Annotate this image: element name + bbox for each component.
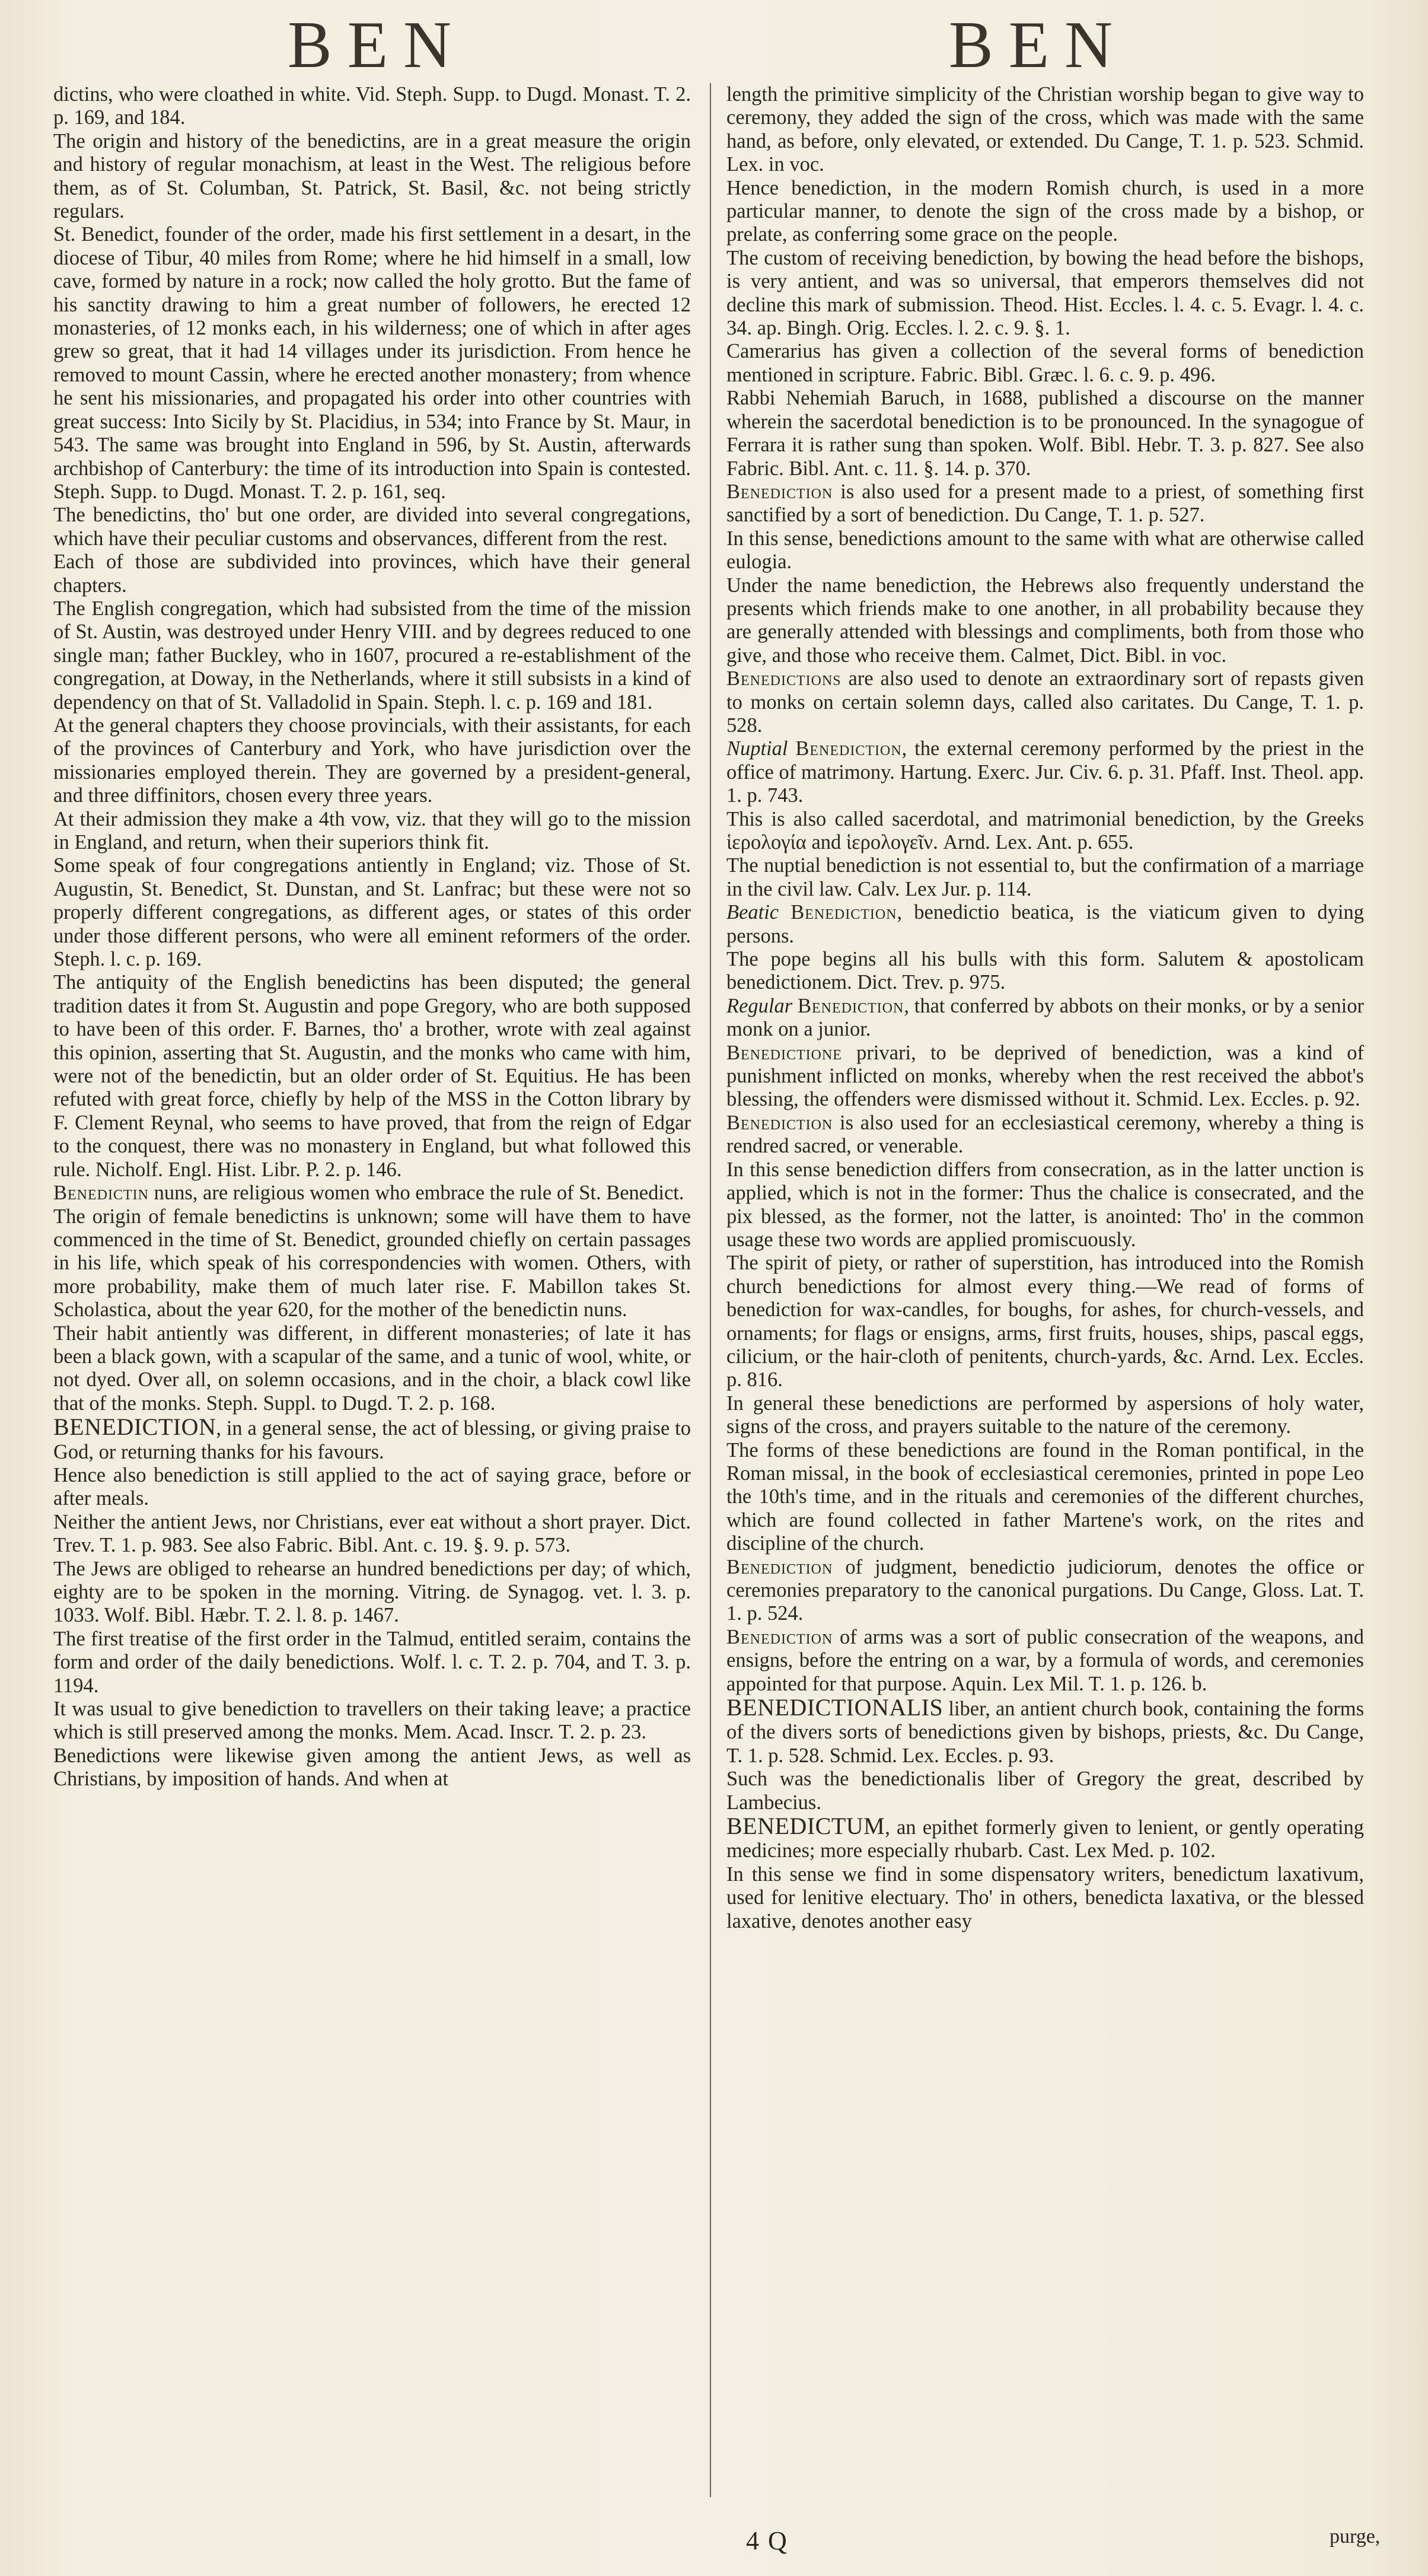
entry-text: The benedictins, tho' but one order, are divided into several congregations, which have their peculiar customs and observances, different from the rest. (53, 504, 691, 550)
entry-text: In general these benedictions are performed by aspersions of holy water, signs of the cross, and prayers suitable to the nature of the ceremony. (726, 1392, 1364, 1438)
entry-text: , that conferred by abbots on their monks, or by a senior monk on a junior. (726, 994, 1364, 1041)
entry-paragraph (53, 1698, 691, 1744)
entry-headword: Benediction (795, 737, 902, 760)
entry-text: of judgment, benedictio judiciorum, denotes the office or ceremonies preparatory to the canonical purgations. Du Cange, Gloss. Lat. T. 1. p. 524. (726, 1555, 1364, 1625)
entry-text: The spirit of piety, or rather of superstition, has introduced into the Romish church benedictions for almost every thing.—We read of forms of benediction for wax-candles, for boughs, for ashes, for church-vessels, and ornaments; for flags or ensigns, arms, first fruits, houses, ships, pascal eggs, cilicium, or the hair-cloth of penitents, church-yards, &c. Arnd. Lex. Eccles. p. 816. (726, 1252, 1364, 1392)
entry-text: Hence benediction, in the modern Romish church, is used in a more particular manner, to denote the sign of the cross made by a bishop, or prelate, as conferring some grace on the people. (726, 176, 1364, 246)
entry-qualifier: Nuptial (726, 737, 796, 760)
entry-headword: Benediction (726, 480, 833, 503)
entry-text: The pope begins all his bulls with this form. Salutem & apostolicam benedictionem. Dict. Trev. p. 975. (726, 948, 1364, 994)
entry-main-headword: BENEDICTUM (726, 1813, 885, 1840)
entry-text: This is also called sacerdotal, and matrimonial benediction, by the Greeks ἱερολογία and ἱερολογεῖν. Arnd. Lex. Ant. p. 655. (726, 807, 1364, 854)
entry-text: The forms of these benedictions are found in the Roman pontifical, in the Roman missal, in the book of ecclesiastical ceremonies, printed in pope Leo the 10th's time, and in the rituals and ceremonies of the different churches, which are found collected in father Martene's work, on the rites and discipline of the church. (726, 1438, 1364, 1555)
entry-paragraph (53, 1182, 691, 1205)
entry-headword: Benediction (726, 1111, 833, 1134)
entry-text: The English congregation, which had subsisted from the time of the mission of St. Austin, was destroyed under Henry VIII. and by degrees reduced to one single man; father Buckley, who in 1607, procured a re-establishment of the congregation, at Doway, in the Netherlands, where it still subsists in a kind of dependency on that of St. Valladolid in Spain. Steph. l. c. p. 169 and 181. (53, 597, 691, 714)
entry-text: is also used for an ecclesiastical ceremony, whereby a thing is rendred sacred, or venerable. (726, 1111, 1364, 1158)
entry-text: length the primitive simplicity of the Christian worship began to give way to ceremony, they added the sign of the cross, which was made with the same hand, as before, only elevated, or extended. Du Cange, T. 1. p. 523. Schmid. Lex. in voc. (726, 83, 1364, 176)
entry-paragraph (53, 83, 691, 130)
entry-text: Neither the antient Jews, nor Christians, ever eat without a short prayer. Dict. Trev. T. 1. p. 983. See also Fabric. Bibl. Ant. c. 19. §. 9. p. 573. (53, 1510, 691, 1557)
entry-paragraph (53, 1558, 691, 1628)
entry-text: In this sense, benedictions amount to the same with what are otherwise called eulogia. (726, 527, 1364, 574)
entry-paragraph (726, 1768, 1364, 1814)
signature-mark: 4 Q (746, 2526, 788, 2555)
entry-text: The antiquity of the English benedictins has been disputed; the general tradition dates it from St. Augustin and pope Gregory, who are both supposed to have been of this order. F. Barnes, tho' a brother, wrote with zeal against this opinion, asserting that St. Augustin, and the monks who came with him, were not of the benedictin, but an older order of St. Equitius. He has been refuted with great force, chiefly by help of the MSS in the Cotton library by F. Clement Reynal, who seems to have proved, that from the reign of Edgar to the conquest, there was no monastery in England, but what followed this rule. Nicholf. Engl. Hist. Libr. P. 2. p. 146. (53, 971, 691, 1181)
entry-text: Their habit antiently was different, in different monasteries; of late it has been a black gown, with a scapular of the same, and a tunic of wool, white, or not dyed. Over all, on solemn occasions, and in the choir, a black cowl like that of the monks. Steph. Suppl. to Dugd. T. 2. p. 168. (53, 1322, 691, 1415)
entry-text: In this sense we find in some dispensatory writers, benedictum laxativum, used for lenitive electuary. Tho' in others, benedicta laxativa, or the blessed laxative, denotes another easy (726, 1862, 1364, 1932)
entry-text: The custom of receiving benediction, by bowing the head before the bishops, is very antient, and was so universal, that emperors themselves did not decline this mark of submission. Theod. Hist. Eccles. l. 4. c. 5. Evagr. l. 4. c. 34. ap. Bingh. Orig. Eccles. l. 2. c. 9. §. 1. (726, 246, 1364, 340)
entry-text: Camerarius has given a collection of the several forms of benediction mentioned in scripture. Fabric. Bibl. Græc. l. 6. c. 9. p. 496. (726, 340, 1364, 386)
entry-text: Benedictions were likewise given among the antient Jews, as well as Christians, by imposition of hands. And when at (53, 1744, 691, 1791)
entry-text: nuns, are religious women who embrace the rule of St. Benedict. (148, 1182, 684, 1205)
entry-paragraph (726, 1439, 1364, 1556)
entry-text: , in a general sense, the act of blessing, or giving praise to God, or returning thanks for his favours. (53, 1417, 691, 1463)
left-column (53, 83, 691, 2527)
entry-paragraph (726, 995, 1364, 1042)
entry-paragraph (726, 901, 1364, 948)
entry-text: St. Benedict, founder of the order, made his first settlement in a desart, in the diocese of Tibur, 40 miles from Rome; where he hid himself in a small, low cave, formed by nature in a rock; now called the holy grotto. But the fame of his sanctity drawing to him a great number of followers, he erected 12 monasteries, of 12 monks each, in his wilderness; one of which in after ages grew so great, that it had 14 villages under its jurisdiction. From hence he removed to mount Cassin, where he erected another monastery; from whence he sent his missionaries, and propagated his order into other countries with great success: Into Sicily by St. Placidius, in 534; into France by St. Maur, in 543. The same was brought into England in 596, by St. Austin, afterwards archbishop of Canterbury: the time of its introduction into Spain is contested. Steph. Supp. to Dugd. Monast. T. 2. p. 161, seq. (53, 223, 691, 503)
entry-paragraph (726, 1556, 1364, 1626)
entry-paragraph (53, 1744, 691, 1791)
entry-paragraph (726, 177, 1364, 247)
entry-paragraph (53, 1628, 691, 1698)
entry-paragraph (53, 130, 691, 224)
entry-paragraph (726, 737, 1364, 807)
entry-paragraph (726, 808, 1364, 855)
entry-paragraph (726, 854, 1364, 901)
entry-text: is also used for a present made to a priest, of something first sanctified by a sort of benediction. Du Cange, T. 1. p. 527. (726, 480, 1364, 527)
entry-text: The origin and history of the benedictins, are in a great measure the origin and history of regular monachism, at least in the West. The religious before them, as of St. Columban, St. Patrick, St. Basil, &c. not being strictly regulars. (53, 129, 691, 223)
entry-text: The Jews are obliged to rehearse an hundred benedictions per day; of which, eighty are to be spoken in the morning. Vitring. de Synagog. vet. l. 3. p. 1033. Wolf. Bibl. Hæbr. T. 2. l. 8. p. 1467. (53, 1557, 691, 1627)
entry-text: The origin of female benedictins is unknown; some will have them to have commenced in the time of St. Benedict, grounded chiefly on certain passages in his life, which speak of his correspondencies with women. Others, with more probability, make them of much later rise. F. Mabillon takes St. Scholastica, about the year 620, for the mother of the benedictin nuns. (53, 1205, 691, 1322)
entry-text: Some speak of four congregations antiently in England; viz. Those of St. Augustin, St. Benedict, St. Dunstan, and St. Lanfrac; but these were not so properly different congregations, as different ages, or states of this order under those different persons, who were all eminent reformers of the order. Steph. l. c. p. 169. (53, 854, 691, 971)
entry-qualifier: Regular (726, 994, 798, 1017)
entry-paragraph (53, 1511, 691, 1558)
entry-text: Each of those are subdivided into provinces, which have their general chapters. (53, 550, 691, 597)
entry-text: In this sense benediction differs from consecration, as in the latter unction is applied, which is not in the former: Thus the chalice is consecrated, and the pix blessed, as the former, not the latter, is anointed: Tho' in the common usage these two words are applied promiscuously. (726, 1158, 1364, 1251)
entry-text: are also used to denote an extraordinary sort of repasts given to monks on certain solemn days, called also caritates. Du Cange, T. 1. p. 528. (726, 667, 1364, 737)
entry-paragraph (726, 1392, 1364, 1439)
entry-text: It was usual to give benediction to travellers on their taking leave; a practice which is still preserved among the monks. Mem. Acad. Inscr. T. 2. p. 23. (53, 1698, 691, 1744)
entry-text: dictins, who were cloathed in white. Vid. Steph. Supp. to Dugd. Monast. T. 2. p. 169, and 184. (53, 83, 691, 129)
entry-text: , benedictio beatica, is the viaticum given to dying persons. (726, 901, 1364, 947)
entry-paragraph (53, 808, 691, 855)
entry-main-headword: BENEDICTIONALIS (726, 1694, 944, 1721)
entry-paragraph (726, 83, 1364, 177)
entry-paragraph (53, 971, 691, 1182)
entry-paragraph (53, 1415, 691, 1464)
entry-text: At their admission they make a 4th vow, viz. that they will go to the mission in England, and return, when their superiors think fit. (53, 807, 691, 854)
column-divider (710, 83, 711, 2497)
entry-paragraph (726, 480, 1364, 527)
entry-text: The first treatise of the first order in the Talmud, entitled seraim, contains the form and order of the daily benedictions. Wolf. l. c. T. 2. p. 704, and T. 3. p. 1194. (53, 1627, 691, 1697)
entry-headword: Benediction (726, 1555, 833, 1578)
entry-text: At the general chapters they choose provincials, with their assistants, for each of the provinces of Canterbury and York, who have jurisdiction over the missionaries employed therein. They are governed by a president-general, and three diffinitors, chosen every three years. (53, 714, 691, 807)
entry-paragraph (53, 1464, 691, 1511)
entry-text: Hence also benediction is still applied to the act of saying grace, before or after meals. (53, 1463, 691, 1510)
entry-headword: Benediction (791, 901, 897, 924)
entry-text: The nuptial benediction is not essential to, but the confirmation of a marriage in the civil law. Calv. Lex Jur. p. 114. (726, 854, 1364, 900)
entry-paragraph (53, 1322, 691, 1416)
entry-paragraph (53, 854, 691, 971)
entry-headword: Benedictin (53, 1182, 149, 1205)
entry-paragraph (726, 247, 1364, 340)
entry-main-headword: BENEDICTION (53, 1413, 216, 1441)
entry-paragraph (726, 1626, 1364, 1696)
catchword: purge, (1330, 2526, 1381, 2548)
entry-paragraph (726, 574, 1364, 668)
entry-text: , the external ceremony performed by the priest in the office of matrimony. Hartung. Exerc. Jur. Civ. 6. p. 31. Pfaff. Inst. Theol. app. 1. p. 743. (726, 737, 1364, 807)
entry-paragraph (726, 1696, 1364, 1768)
entry-text: liber, an antient church book, containing the forms of the divers sorts of benedictions given by bishops, priests, &c. Du Cange, T. 1. p. 528. Schmid. Lex. Eccles. p. 93. (726, 1698, 1364, 1767)
entry-paragraph (53, 550, 691, 597)
entry-headword: Benedictions (726, 667, 842, 690)
entry-paragraph (726, 527, 1364, 574)
entry-text: Under the name benediction, the Hebrews also frequently understand the presents which friends make to one another, in all probability because they are generally attended with blessings and compliments, both from those who give, and those who receive them. Calmet, Dict. Bibl. in voc. (726, 574, 1364, 667)
entry-paragraph (726, 1863, 1364, 1933)
entry-paragraph (726, 667, 1364, 737)
entry-text: Such was the benedictionalis liber of Gregory the great, described by Lambecius. (726, 1768, 1364, 1814)
entry-paragraph (726, 1252, 1364, 1392)
entry-paragraph (726, 1042, 1364, 1112)
entry-text: of arms was a sort of public consecration of the weapons, and ensigns, before the entring on a war, by a formula of words, and ceremonies appointed for that purpose. Aquin. Lex Mil. T. 1. p. 126. b. (726, 1625, 1364, 1695)
entry-headword: Benedictione (726, 1041, 842, 1064)
running-head-right: BEN (949, 8, 1128, 82)
entry-paragraph (726, 1112, 1364, 1158)
entry-text: , an epithet formerly given to lenient, or gently operating medicines; more especially rhubarb. Cast. Lex Med. p. 102. (726, 1816, 1364, 1862)
entry-paragraph (53, 223, 691, 504)
running-head-left: BEN (288, 8, 467, 82)
entry-paragraph (726, 387, 1364, 480)
entry-paragraph (53, 597, 691, 714)
entry-text: privari, to be deprived of benediction, was a kind of punishment inflicted on monks, whereby when the rest received the abbot's blessing, the offenders were dismissed without it. Schmid. Lex. Eccles. p. 92. (726, 1041, 1364, 1111)
entry-paragraph (53, 1205, 691, 1322)
entry-paragraph (726, 1814, 1364, 1863)
entry-paragraph (726, 340, 1364, 387)
right-column (726, 83, 1364, 2527)
entry-headword: Benediction (798, 994, 904, 1017)
entry-headword: Benediction (726, 1625, 833, 1648)
entry-text: Rabbi Nehemiah Baruch, in 1688, published a discourse on the manner wherein the sacerdotal benediction is to be pronounced. In the synagogue of Ferrara it is rather sung than spoken. Wolf. Bibl. Hebr. T. 3. p. 827. See also Fabric. Bibl. Ant. c. 11. §. 14. p. 370. (726, 387, 1364, 480)
entry-qualifier: Beatic (726, 901, 791, 924)
entry-paragraph (726, 948, 1364, 995)
entry-paragraph (53, 504, 691, 550)
entry-paragraph (53, 714, 691, 808)
entry-paragraph (726, 1158, 1364, 1252)
